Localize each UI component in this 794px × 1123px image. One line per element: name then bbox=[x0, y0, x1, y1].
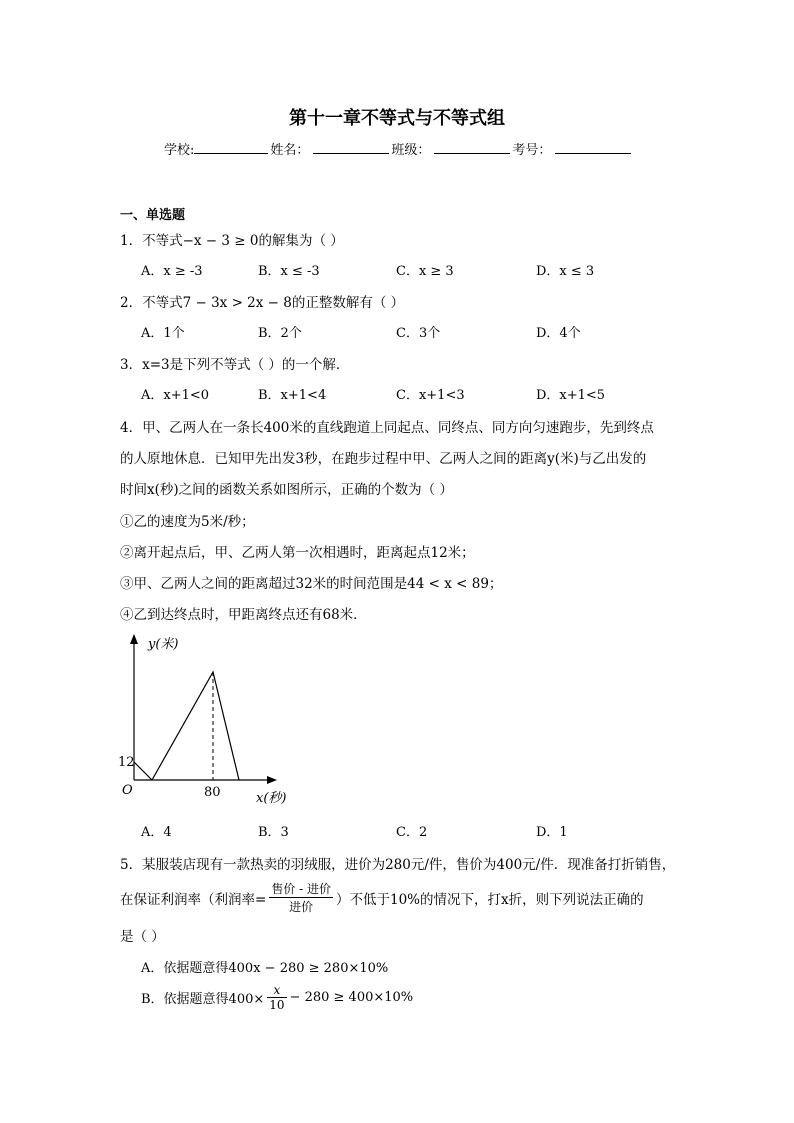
q2-option-a[interactable]: A．1个 bbox=[141, 326, 185, 341]
y-tick-label: 12 bbox=[118, 755, 135, 770]
q1-option-b[interactable]: B．x ≤ -3 bbox=[258, 264, 320, 279]
y-axis-arrow-icon bbox=[130, 634, 138, 644]
number-field[interactable] bbox=[555, 140, 631, 154]
q4-statement-3: ③甲、乙两人之间的距离超过32米的时间范围是44 < x < 89； bbox=[120, 576, 503, 592]
origin-label: O bbox=[122, 783, 133, 798]
page-title: 第十一章不等式与不等式组 bbox=[289, 108, 505, 129]
q3-option-b[interactable]: B．x+1<4 bbox=[258, 388, 327, 403]
fraction-denominator: 进价 bbox=[289, 900, 314, 914]
name-field[interactable] bbox=[313, 140, 389, 154]
option-b-denominator: 10 bbox=[269, 998, 285, 1012]
x-tick-label: 80 bbox=[204, 785, 221, 800]
profit-rate-fraction bbox=[269, 880, 333, 915]
question-4-line-2: 的人原地休息．已知甲先出发3秒，在跑步过程中甲、乙两人之间的距离y(米)与乙出发的 bbox=[120, 451, 647, 467]
y-axis-label: y(米) bbox=[148, 637, 179, 652]
number-label: 考号： bbox=[512, 143, 552, 158]
question-2-text: 2．不等式7 − 3x > 2x − 8的正整数解有（ ） bbox=[120, 295, 405, 311]
question-3-text: 3．x=3是下列不等式（ ）的一个解． bbox=[120, 357, 350, 373]
q1-option-c[interactable]: C．x ≥ 3 bbox=[396, 264, 454, 279]
q3-option-d[interactable]: D．x+1<5 bbox=[536, 388, 606, 403]
q3-option-a[interactable]: A．x+1<0 bbox=[141, 388, 210, 403]
question-1-text: 1．不等式−x − 3 ≥ 0的解集为（ ） bbox=[120, 233, 344, 249]
question-4-line-3: 时间x(秒)之间的函数关系如图所示，正确的个数为（ ） bbox=[120, 482, 453, 498]
fraction-numerator: 售价 - 进价 bbox=[271, 882, 331, 896]
q5-option-b-start: B．依据题意得400× bbox=[141, 992, 265, 1007]
function-line bbox=[134, 672, 239, 780]
name-label: 姓名： bbox=[270, 143, 310, 158]
class-field[interactable] bbox=[434, 140, 510, 154]
question-5-line-1: 5．某服装店现有一款热卖的羽绒服，进价为280元/件，售价为400元/件．现准备打折销售， bbox=[120, 857, 676, 873]
q5-line-2-end: ）不低于10%的情况下，打x折，则下列说法正确的 bbox=[336, 891, 644, 908]
school-label: 学校: bbox=[164, 143, 195, 158]
q4-option-b[interactable]: B．3 bbox=[258, 825, 289, 840]
q5-option-a[interactable]: A．依据题意得400x − 280 ≥ 280×10% bbox=[141, 961, 389, 976]
distance-time-graph bbox=[110, 630, 290, 810]
q1-option-d[interactable]: D．x ≤ 3 bbox=[536, 264, 595, 279]
question-4-line-1: 4．甲、乙两人在一条长400米的直线跑道上同起点、同终点、同方向匀速跑步，先到终点 bbox=[120, 420, 654, 436]
q4-option-d[interactable]: D．1 bbox=[536, 825, 568, 840]
q4-option-c[interactable]: C．2 bbox=[396, 825, 428, 840]
x-axis-label: x(秒) bbox=[256, 791, 287, 806]
q4-statement-1: ①乙的速度为5米/秒； bbox=[120, 514, 255, 530]
section-heading: 一、单选题 bbox=[120, 208, 186, 223]
q1-option-a[interactable]: A．x ≥ -3 bbox=[141, 264, 203, 279]
q5-option-b[interactable] bbox=[141, 983, 413, 1012]
question-5-line-3: 是（ ） bbox=[120, 929, 165, 945]
school-field[interactable] bbox=[194, 140, 268, 154]
option-b-numerator: x bbox=[267, 983, 286, 998]
class-label: 班级： bbox=[391, 143, 431, 158]
q3-option-c[interactable]: C．x+1<3 bbox=[396, 388, 465, 403]
student-info bbox=[164, 139, 633, 158]
question-5-line-2 bbox=[120, 880, 644, 915]
q4-statement-4: ④乙到达终点时，甲距离终点还有68米． bbox=[120, 607, 367, 623]
q2-option-c[interactable]: C．3个 bbox=[396, 326, 441, 341]
q2-option-b[interactable]: B．2个 bbox=[258, 326, 302, 341]
q5-option-b-end: − 280 ≥ 400×10% bbox=[289, 990, 414, 1005]
x-axis-arrow-icon bbox=[267, 776, 277, 784]
option-b-fraction bbox=[267, 983, 286, 1012]
q5-line-2-start: 在保证利润率（利润率= bbox=[120, 891, 267, 908]
q4-option-a[interactable]: A．4 bbox=[141, 825, 172, 840]
q2-option-d[interactable]: D．4个 bbox=[536, 326, 581, 341]
q4-statement-2: ②离开起点后，甲、乙两人第一次相遇时，距离起点12米； bbox=[120, 545, 475, 561]
